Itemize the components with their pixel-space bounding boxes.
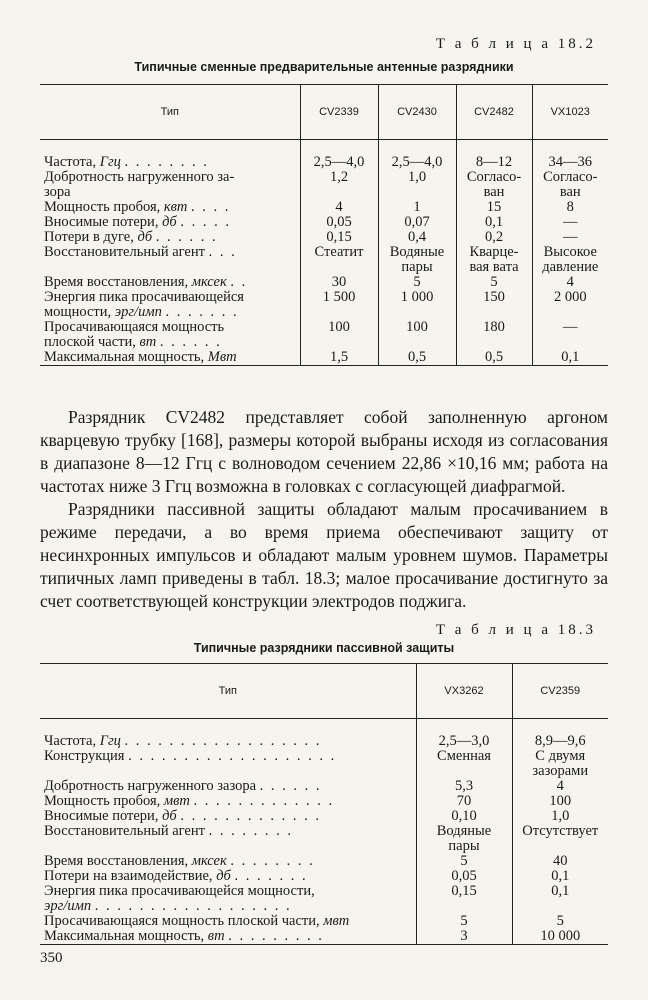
row-label <box>40 929 416 945</box>
value-cell: 0,1 <box>532 350 608 366</box>
table-18-2 <box>40 84 608 366</box>
value-cell: 0,15 <box>300 230 378 245</box>
value-cell: 2,5—4,0 <box>300 140 378 171</box>
leader-dots: . . . . . . . <box>234 868 308 884</box>
parameter-name: Потери на взаимодействие, <box>44 868 217 884</box>
value-cell: 5 <box>556 913 564 929</box>
leader-dots: . . . . . . . . . <box>228 928 324 944</box>
table-row <box>40 824 608 854</box>
value-cell: 34—36 <box>548 154 592 170</box>
value-cell: — <box>563 229 578 245</box>
row-label <box>40 230 300 245</box>
parameter-name: Вносимые потери, <box>44 214 163 230</box>
row-label <box>40 719 416 750</box>
table-row <box>40 350 608 366</box>
leader-dots: . . . . . . <box>259 778 322 794</box>
table-header-row <box>40 664 608 719</box>
leader-dots: . . . . . . . . . . . . . . . . . . . <box>128 748 337 764</box>
table-row <box>40 215 608 230</box>
parameter-name: Просачивающаяся мощность плоской части, <box>44 319 225 350</box>
value-cell: 0,15 <box>416 884 512 914</box>
value-cell: Согласо- ван <box>543 169 598 200</box>
table-18-3-number: Т а б л и ц а 18.3 <box>435 622 596 638</box>
value-cell: 5 <box>456 275 532 290</box>
value-cell: Водяные пары <box>378 245 456 275</box>
row-label <box>40 854 416 869</box>
value-cell: 1 <box>378 200 456 215</box>
leader-dots: . . . . . . . . . . . . . . . . . . <box>94 898 292 914</box>
parameter-name: Мощность пробоя, <box>44 199 164 215</box>
value-cell: 0,5 <box>456 350 532 366</box>
leader-dots: . . <box>230 274 248 290</box>
leader-dots: . . . . . . . . . . . . . <box>193 793 335 809</box>
table-row <box>40 749 608 779</box>
parameter-name: Восстановительный агент <box>44 823 205 839</box>
value-cell: 0,05 <box>416 869 512 884</box>
parameter-name: Добротность нагруженного за- зора <box>44 169 235 200</box>
table-header-row <box>40 85 608 140</box>
table-row <box>40 230 608 245</box>
value-cell: 0,05 <box>300 215 378 230</box>
value-cell: 100 <box>378 320 456 350</box>
leader-dots: . . . . . . <box>159 334 222 350</box>
value-cell: Водяные пары <box>416 824 512 854</box>
parameter-name: Время восстановления, <box>44 274 192 290</box>
row-label <box>40 290 300 320</box>
table-row <box>40 290 608 320</box>
table-row <box>40 869 608 884</box>
row-label <box>40 245 300 275</box>
parameter-name: Добротность нагруженного зазора <box>44 778 257 794</box>
value-cell: 100 <box>549 793 572 809</box>
value-cell: 0,1 <box>551 883 570 899</box>
value-cell: 0,5 <box>378 350 456 366</box>
row-label <box>40 824 416 854</box>
table-row <box>40 320 608 350</box>
leader-dots: . . . . . . <box>155 229 218 245</box>
parameter-unit: вт <box>139 334 157 350</box>
row-label <box>40 170 300 200</box>
column-header-model: CV2339 <box>300 85 378 140</box>
value-cell: 10 000 <box>512 929 608 945</box>
row-label <box>40 320 300 350</box>
value-cell: 40 <box>553 853 568 869</box>
column-header-model: VX3262 <box>416 664 512 719</box>
parameter-name: Максимальная мощность, <box>44 928 208 944</box>
leader-dots: . . . . . <box>180 214 231 230</box>
table-row <box>40 245 608 275</box>
parameter-name: Конструкция <box>44 748 125 764</box>
parameter-unit: дб <box>216 868 231 884</box>
parameter-unit: мвт <box>323 913 350 929</box>
parameter-unit: Мвт <box>207 349 237 365</box>
value-cell: 4 <box>300 200 378 215</box>
value-cell: 0,07 <box>378 215 456 230</box>
value-cell: 30 <box>300 275 378 290</box>
row-label <box>40 200 300 215</box>
row-label <box>40 914 416 929</box>
value-cell: 1 000 <box>378 290 456 320</box>
value-cell: 0,1 <box>551 868 570 884</box>
row-label <box>40 215 300 230</box>
value-cell: 70 <box>416 794 512 809</box>
page-number: 350 <box>40 950 63 966</box>
value-cell: 2,5—4,0 <box>378 140 456 171</box>
column-header-model: VX1023 <box>532 85 608 140</box>
value-cell: 180 <box>456 320 532 350</box>
table-row <box>40 884 608 914</box>
parameter-unit: дб <box>162 214 177 230</box>
row-label <box>40 749 416 779</box>
leader-dots: . . . . . . . . . . . . . <box>180 808 321 824</box>
value-cell: Отсутствует <box>522 823 599 839</box>
column-header-model: CV2430 <box>378 85 456 140</box>
table-row <box>40 170 608 200</box>
value-cell: 1,5 <box>300 350 378 366</box>
parameter-name: Просачивающаяся мощность плоской части, <box>44 913 324 929</box>
parameter-name: Частота, <box>44 733 100 749</box>
value-cell: Стеатит <box>300 245 378 275</box>
table-18-3 <box>40 663 608 945</box>
parameter-unit: мвт <box>163 793 190 809</box>
paragraph-2: Разрядники пассивной защиты обладают малым просачиванием в режиме передачи, а во время приема обеспечивают защиту от несинхронных импульсов и обладают малым уровнем шумов. Параметры типичных ламп приведены в табл. 18.3; малое просачивание достигнуто за счет соответствующей конструкции электродов поджига. <box>40 499 608 611</box>
parameter-name: Потери в дуге, <box>44 229 138 245</box>
table-row <box>40 929 608 945</box>
column-header-model: CV2482 <box>456 85 532 140</box>
row-label <box>40 884 416 914</box>
table-row <box>40 854 608 869</box>
value-cell: 2 000 <box>553 289 587 305</box>
value-cell: Согласо- ван <box>456 170 532 200</box>
value-cell: 0,1 <box>456 215 532 230</box>
value-cell: 5 <box>378 275 456 290</box>
table-row <box>40 914 608 929</box>
value-cell: 8—12 <box>456 140 532 171</box>
parameter-unit: дб <box>137 229 153 245</box>
value-cell: 2,5—3,0 <box>416 719 512 750</box>
table-row <box>40 719 608 750</box>
column-header-type: Тип <box>40 85 300 140</box>
row-label <box>40 140 300 171</box>
value-cell: 3 <box>416 929 512 945</box>
parameter-name: Восстановительный агент <box>44 244 205 260</box>
value-cell: 8 <box>566 199 574 215</box>
value-cell: 8,9—9,6 <box>534 733 586 749</box>
body-text <box>40 406 608 613</box>
table-row <box>40 200 608 215</box>
row-label <box>40 275 300 290</box>
parameter-unit: эрг/имп <box>44 898 92 914</box>
column-header-model: CV2359 <box>512 664 608 719</box>
row-label <box>40 794 416 809</box>
parameter-unit: мксек <box>191 274 227 290</box>
value-cell: С двумя зазорами <box>532 748 589 779</box>
value-cell: 100 <box>300 320 378 350</box>
column-header-type: Тип <box>40 664 416 719</box>
leader-dots: . . . . . . . . . . . . . . . . . . <box>124 733 322 749</box>
parameter-name: Вносимые потери, <box>44 808 163 824</box>
parameter-name: Время восстановления, <box>44 853 192 869</box>
value-cell: 0,10 <box>416 809 512 824</box>
parameter-unit: вт <box>207 928 225 944</box>
parameter-unit: мксек <box>191 853 227 869</box>
parameter-name: Мощность пробоя, <box>44 793 164 809</box>
parameter-unit: квт <box>163 199 188 215</box>
table-row <box>40 275 608 290</box>
value-cell: 1 500 <box>300 290 378 320</box>
value-cell: 150 <box>456 290 532 320</box>
value-cell: Высокое давление <box>542 244 599 275</box>
parameter-name: Энергия пика просачивающейся мощности, <box>44 883 315 899</box>
leader-dots: . . . . . . . . <box>124 154 209 170</box>
row-label <box>40 809 416 824</box>
value-cell: 0,4 <box>378 230 456 245</box>
value-cell: 1,0 <box>378 170 456 200</box>
table-18-3-title: Типичные разрядники пассивной защиты <box>193 641 455 655</box>
table-row <box>40 779 608 794</box>
parameter-name: Энергия пика просачивающейся мощности, <box>44 289 244 320</box>
table-18-2-number: Т а б л и ц а 18.2 <box>435 36 596 52</box>
leader-dots: . . . . <box>191 199 231 215</box>
row-label <box>40 350 300 366</box>
value-cell: 1,0 <box>551 808 570 824</box>
parameter-unit: Ггц <box>99 733 121 749</box>
row-label <box>40 779 416 794</box>
parameter-unit: дб <box>162 808 177 824</box>
leader-dots: . . . . . . . . <box>208 823 293 839</box>
table-row <box>40 794 608 809</box>
value-cell: Сменная <box>416 749 512 779</box>
table-18-2-title: Типичные сменные предварительные антенные разрядники <box>134 60 514 74</box>
value-cell: 0,2 <box>456 230 532 245</box>
parameter-name: Максимальная мощность, <box>44 349 208 365</box>
table-row <box>40 140 608 171</box>
parameter-unit: эрг/имп <box>114 304 162 320</box>
leader-dots: . . . <box>208 244 237 260</box>
row-label <box>40 869 416 884</box>
value-cell: 1,2 <box>300 170 378 200</box>
table-row <box>40 809 608 824</box>
paragraph-1: Разрядник CV2482 представляет собой заполненную аргоном кварцевую трубку [168], размеры которой выбраны исходя из согласования в диапазоне 8—12 Ггц с волноводом сечением 22,86 ×10,16 мм; работа на частотах ниже 3 Ггц возможна в головках с согласующей диафрагмой. <box>40 407 608 496</box>
parameter-unit: Ггц <box>99 154 121 170</box>
value-cell: 5,3 <box>416 779 512 794</box>
value-cell: 5 <box>416 914 512 929</box>
value-cell: 4 <box>566 274 574 290</box>
leader-dots: . . . . . . . <box>165 304 239 320</box>
value-cell: — <box>563 214 578 230</box>
value-cell: 4 <box>556 778 564 794</box>
value-cell: — <box>563 319 578 335</box>
value-cell: Кварце- вая вата <box>456 245 532 275</box>
parameter-name: Частота, <box>44 154 100 170</box>
leader-dots: . . . . . . . . <box>230 853 315 869</box>
value-cell: 15 <box>456 200 532 215</box>
value-cell: 5 <box>416 854 512 869</box>
